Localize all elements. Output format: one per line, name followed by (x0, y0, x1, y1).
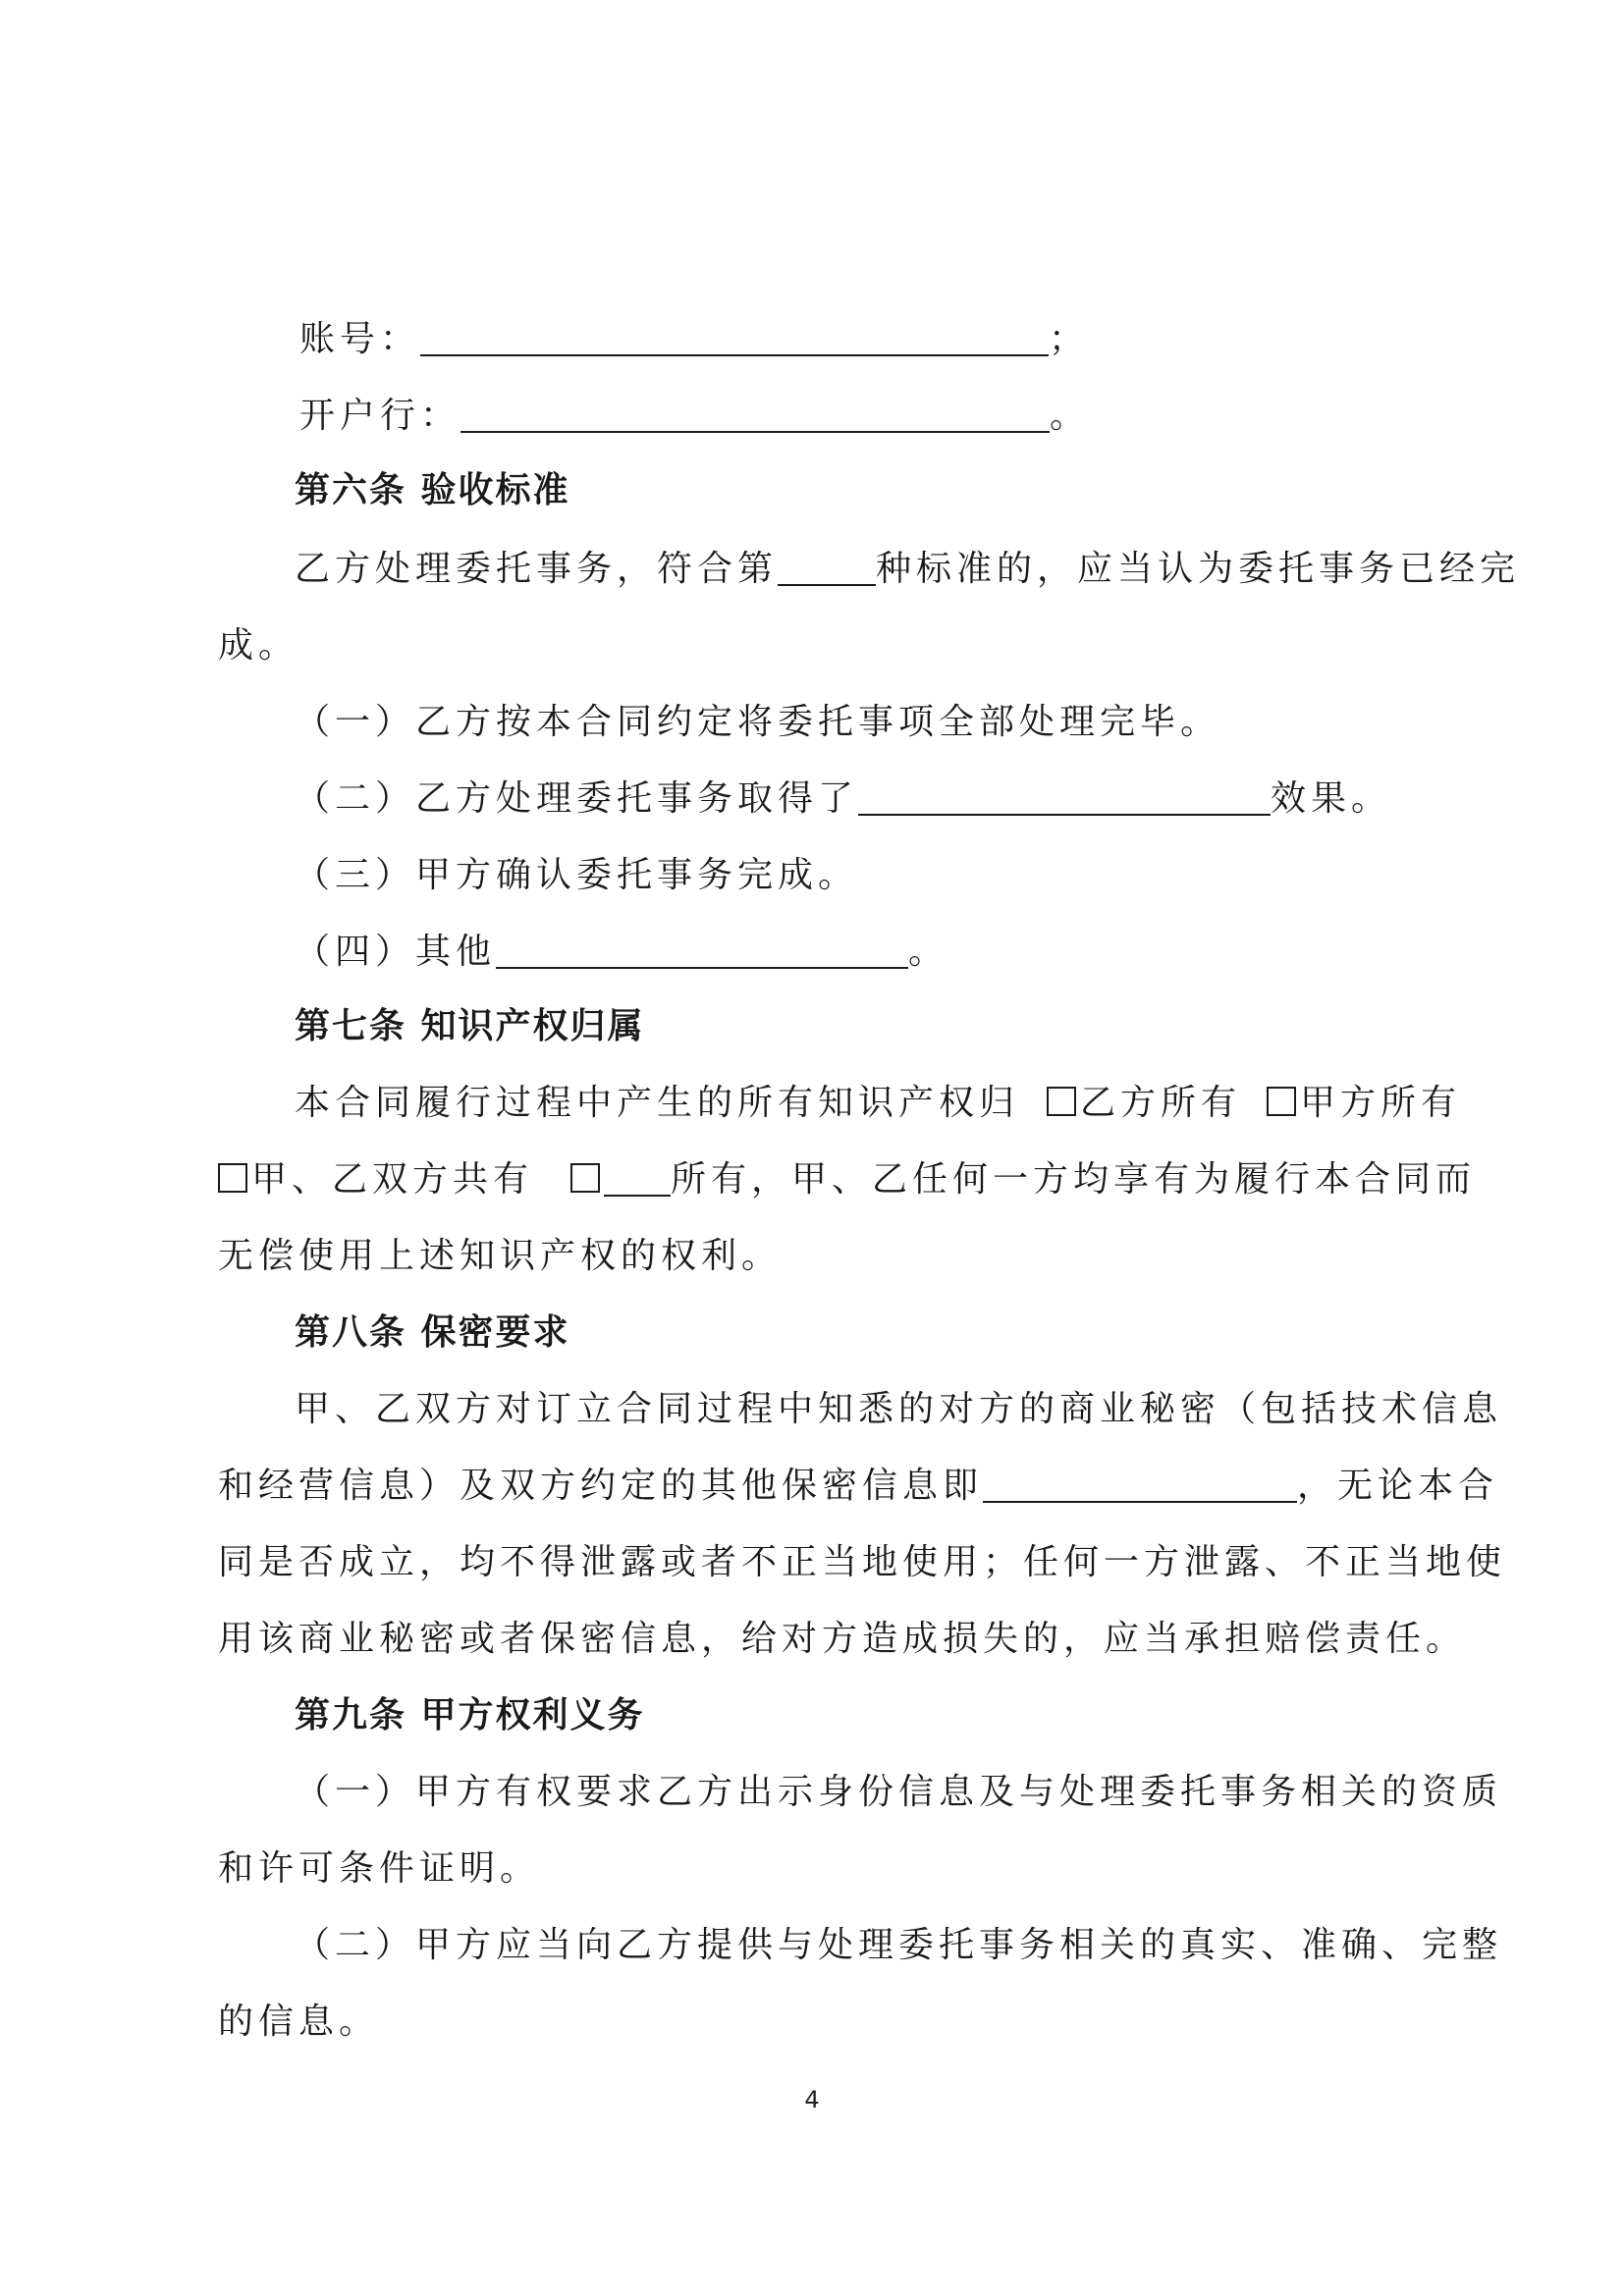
other-blank[interactable] (496, 928, 908, 969)
article6-intro-a: 乙方处理委托事务，符合第 (295, 549, 779, 589)
account-line (299, 310, 1089, 369)
article8-line3: 同是否成立，均不得泄露或者不正当地使用；任何一方泄露、不正当地使 (218, 1542, 1507, 1582)
effect-blank[interactable] (858, 774, 1271, 816)
article9-item1-cont: 和许可条件证明。 (218, 1848, 541, 1889)
option-party-a: 甲方所有 (1300, 1083, 1462, 1123)
article8-heading: 第八条 保密要求 (295, 1312, 570, 1353)
article6-item4 (295, 923, 948, 982)
article7-line2 (218, 1150, 1476, 1209)
option-joint: 甲、乙双方共有 (251, 1159, 534, 1200)
article6-item2-b: 效果。 (1271, 778, 1392, 819)
bank-label: 开户行： (299, 396, 461, 436)
bank-end: 。 (1050, 396, 1091, 436)
checkbox-party-b[interactable] (1047, 1087, 1076, 1116)
article7-line2-tail: 所有，甲、乙任何一方均享有为履行本合同而 (671, 1159, 1477, 1200)
account-end: ； (1049, 319, 1090, 359)
article6-item2-a: （二）乙方处理委托事务取得了 (295, 778, 859, 819)
other-owner-blank[interactable] (604, 1155, 671, 1197)
checkbox-other[interactable] (570, 1163, 600, 1193)
article9-item1: （一）甲方有权要求乙方出示身份信息及与处理委托事务相关的资质 (295, 1772, 1503, 1812)
article7-heading: 第七条 知识产权归属 (295, 1006, 645, 1046)
article9-heading: 第九条 甲方权利义务 (295, 1695, 645, 1735)
article7-line3: 无偿使用上述知识产权的权利。 (218, 1236, 783, 1276)
checkbox-party-a[interactable] (1267, 1087, 1296, 1116)
article6-intro (295, 540, 1520, 599)
article8-line1: 甲、乙双方对订立合同过程中知悉的对方的商业秘密（包括技术信息 (295, 1389, 1503, 1429)
account-blank[interactable] (420, 315, 1049, 356)
article9-item2: （二）甲方应当向乙方提供与处理委托事务相关的真实、准确、完整 (295, 1925, 1503, 1965)
page-number: 4 (804, 2086, 820, 2113)
article8-line2-a: 和经营信息）及双方约定的其他保密信息即 (218, 1466, 984, 1506)
article6-item4-a: （四）其他 (295, 932, 497, 972)
article6-heading: 第六条 验收标准 (295, 470, 570, 510)
article6-item4-b: 。 (908, 932, 949, 972)
standard-number-blank[interactable] (778, 545, 876, 586)
article6-intro-b: 种标准的，应当认为委托事务已经完 (876, 549, 1521, 589)
article7-line1-text: 本合同履行过程中产生的所有知识产权归 (295, 1083, 1020, 1123)
account-label: 账号： (299, 319, 421, 359)
article9-item2-cont: 的信息。 (218, 2002, 380, 2042)
article6-intro-cont: 成。 (218, 625, 299, 666)
article8-line4: 用该商业秘密或者保密信息，给对方造成损失的，应当承担赔偿责任。 (218, 1619, 1467, 1659)
bank-line (299, 387, 1090, 446)
article8-line2 (218, 1457, 1498, 1516)
option-party-b: 乙方所有 (1080, 1083, 1242, 1123)
article6-item2 (295, 770, 1391, 828)
article6-item1: （一）乙方按本合同约定将委托事项全部处理完毕。 (295, 702, 1221, 742)
checkbox-joint[interactable] (218, 1163, 247, 1193)
bank-blank[interactable] (460, 392, 1050, 433)
article7-line1 (295, 1074, 1461, 1133)
confidential-info-blank[interactable] (983, 1462, 1297, 1503)
article6-item3: （三）甲方确认委托事务完成。 (295, 855, 859, 895)
article8-line2-b: ，无论本合 (1297, 1466, 1499, 1506)
